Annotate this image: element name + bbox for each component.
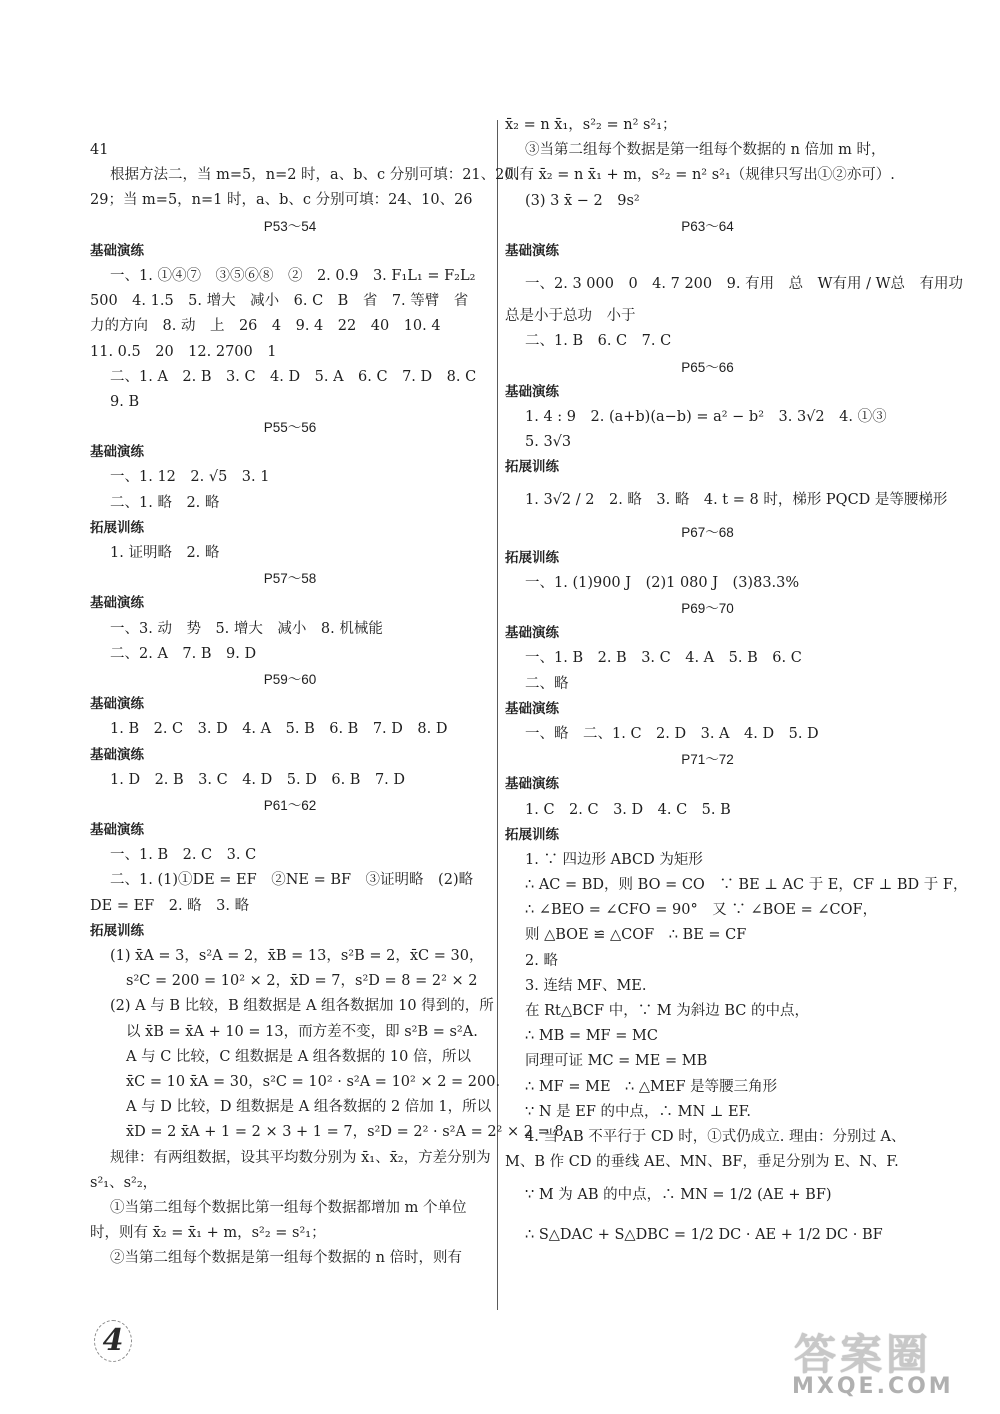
watermark-url: MXQE.COM [792,1374,954,1399]
answer-line: 二、2. A 7. B 9. D [110,645,257,662]
answer-line: ∴ MF = ME ∴ △MEF 是等腰三角形 [525,1078,778,1095]
section-heading: 基础演练 [505,242,559,259]
answer-line: 1. 证明略 2. 略 [110,545,220,561]
answer-line: x̄D = 2 x̄A + 1 = 2 × 3 + 1 = 7，s²D = 2² · s²A = 2² × 2 = 8. [126,1124,569,1141]
answer-line: 9. B [110,393,140,410]
answer-line: 一、2. 3 000 0 4. 7 200 9. 有用 总 W有用 / W总 有用功 [525,276,963,293]
answer-line: 1. B 2. C 3. D 4. A 5. B 6. B 7. D 8. D [110,721,448,738]
section-heading: 拓展训练 [90,922,144,939]
answer-line: 1. 3√2 / 2 2. 略 3. 略 4. t = 8 时，梯形 PQCD 是等腰梯形 [525,492,948,509]
answer-line: ∴ S△DAC + S△DBC = 1/2 DC · AE + 1/2 DC · BF [525,1227,883,1244]
answer-line: 则有 x̄₂ = n x̄₁ + m，s²₂ = n² s²₁（规律只写出①②亦可）. [505,167,895,184]
answer-line: s²₁、s²₂， [90,1174,158,1191]
answer-line: ∴ ∠BEO = ∠CFO = 90° 又 ∵ ∠BOE = ∠COF， [525,902,878,919]
answer-line: 一、1. B 2. B 3. C 4. A 5. B 6. C [525,650,802,667]
answer-line: 时，则有 x̄₂ = x̄₁ + m，s²₂ = s²₁； [90,1225,326,1242]
answer-line: 1. ∵ 四边形 ABCD 为矩形 [525,851,703,868]
answer-line: 二、1. 略 2. 略 [110,494,220,511]
answer-line: 则 △BOE ≌ △COF ∴ BE = CF [525,927,747,944]
section-heading: 基础演练 [505,383,559,400]
answer-line: 力的方向 8. 动 上 26 4 9. 4 22 40 10. 4 [90,318,441,335]
section-heading: 拓展训练 [505,826,559,843]
section-heading: 拓展训练 [505,459,559,476]
section-heading: 拓展训练 [90,519,144,536]
watermark-title: 答案圈 [794,1330,933,1379]
answer-line: 二、略 [525,675,569,692]
answer-line: 一、3. 动 势 5. 增大 减小 8. 机械能 [110,620,383,637]
answer-line: 4. 当 AB 不平行于 CD 时，①式仍成立. 理由：分别过 A、 [525,1128,906,1145]
answer-line: 2. 略 [525,952,558,969]
answer-line: (1) x̄A = 3，s²A = 2，x̄B = 13，s²B = 2，x̄C = 30， [110,948,484,964]
answer-line: 一、1. (1)900 J (2)1 080 J (3)83.3% [525,574,800,591]
page-range-heading: P67～68 [681,525,734,541]
answer-line: 500 4. 1.5 5. 增大 减小 6. C B 省 7. 等臂 省 [90,293,469,310]
page-range-heading: P71～72 [681,752,734,768]
section-heading: 基础演练 [90,822,144,839]
answer-line: ∴ MB = MF = MC [525,1028,658,1045]
answer-line: 1. 4 : 9 2. (a+b)(a−b) = a² − b² 3. 3√2 4. ①③ [525,408,887,425]
section-heading: 基础演练 [90,242,144,259]
answer-line: A 与 D 比较，D 组数据是 A 组各数据的 2 倍加 1，所以 [126,1099,492,1116]
answer-line: 1. C 2. C 3. D 4. C 5. B [525,801,731,818]
page-range-heading: P61～62 [263,797,317,813]
answer-line: x̄C = 10 x̄A = 30，s²C = 10² · s²A = 10² × 2 = 200. [126,1073,501,1090]
page-range-heading: P65～66 [681,359,734,375]
answer-line: 11. 0.5 20 12. 2700 1 [90,343,277,360]
answer-line: 二、1. (1)①DE = EF ②NE = BF ③证明略 (2)略 [110,872,474,889]
answer-line: ②当第二组每个数据是第一组每个数据的 n 倍时，则有 [110,1250,463,1267]
answer-line: 一、1. ①④⑦ ③⑤⑥⑧ ② 2. 0.9 3. F₁L₁ = F₂L₂ [110,267,476,284]
page-number-text: 4 [102,1323,124,1358]
answer-line: ∵ M 为 AB 的中点，∴ MN = 1/2 (AE + BF) [525,1187,832,1204]
answer-line: 一、1. B 2. C 3. C [110,847,257,864]
answer-line: 一、略 二、1. C 2. D 3. A 4. D 5. D [525,725,819,742]
answer-line: (2) A 与 B 比较，B 组数据是 A 组各数据加 10 得到的，所 [110,998,494,1015]
answer-line: (3) 3 x̄ − 2 9s² [525,192,640,209]
section-heading: 基础演练 [90,746,144,763]
page-range-heading: P69～70 [681,601,734,616]
page-range-heading: P59～60 [263,671,317,687]
answer-line: ③当第二组每个数据是第一组每个数据的 n 倍加 m 时， [525,142,886,159]
answer-line: 在 Rt△BCF 中，∵ M 为斜边 BC 的中点， [525,1003,809,1019]
answer-line: 规律：有两组数据，设其平均数分别为 x̄₁、x̄₂，方差分别为 [110,1149,491,1166]
answer-line: 总是小于总功 小于 [505,308,636,325]
problem-number: 41 [90,142,109,158]
answer-line: M、B 作 CD 的垂线 AE、MN、BF，垂足分别为 E、N、F. [505,1154,899,1171]
answer-line: ∵ N 是 EF 的中点，∴ MN ⊥ EF. [525,1103,751,1120]
answer-line: s²C = 200 = 10² × 2，x̄D = 7，s²D = 8 = 2² × 2 [126,973,478,990]
answer-line: x̄₂ = n x̄₁，s²₂ = n² s²₁； [505,117,677,133]
section-heading: 基础演练 [90,595,144,612]
answer-line: 二、1. A 2. B 3. C 4. D 5. A 6. C 7. D 8. C [110,368,477,385]
right-column [505,113,968,1255]
page-number-ornament [94,1320,132,1362]
answer-line: 二、1. B 6. C 7. C [525,333,672,350]
text-line: 根据方法二，当 m=5，n=2 时，a、b、c 分别可填：21、20、 [110,167,529,184]
page-range-heading: P53～54 [263,218,317,234]
section-heading: 基础演练 [90,444,144,461]
answer-line: 3. 连结 MF、ME. [525,977,647,994]
section-heading: 基础演练 [90,696,144,713]
page-number [90,1318,136,1364]
section-heading: 基础演练 [505,625,559,642]
answer-line: ∴ AC = BD，则 BO = CO ∵ BE ⊥ AC 于 E，CF ⊥ BD 于 F， [525,877,968,894]
answer-line: 5. 3√3 [525,434,572,451]
page-range-heading: P57～58 [263,571,317,587]
page-range-heading: P55～56 [263,420,317,436]
section-heading: 基础演练 [505,776,559,793]
text-line: 29；当 m=5，n=1 时，a、b、c 分别可填：24、10、26 [90,192,473,209]
answer-line: 同理可证 MC = ME = MB [525,1053,708,1070]
answer-line: A 与 C 比较，C 组数据是 A 组各数据的 10 倍，所以 [126,1048,471,1065]
answer-line: DE = EF 2. 略 3. 略 [90,897,250,914]
answer-line: ①当第二组每个数据比第一组每个数据都增加 m 个单位 [110,1199,467,1216]
section-heading: 基础演练 [505,700,559,717]
page-range-heading: P63～64 [681,218,734,234]
answer-line: 1. D 2. B 3. C 4. D 5. D 6. B 7. D [110,771,406,788]
section-heading: 拓展训练 [505,549,559,566]
answer-line: 以 x̄B = x̄A + 10 = 13，而方差不变，即 s²B = s²A. [126,1023,478,1040]
answer-line: 一、1. 12 2. √5 3. 1 [110,469,270,486]
watermark-logo [782,1322,972,1402]
